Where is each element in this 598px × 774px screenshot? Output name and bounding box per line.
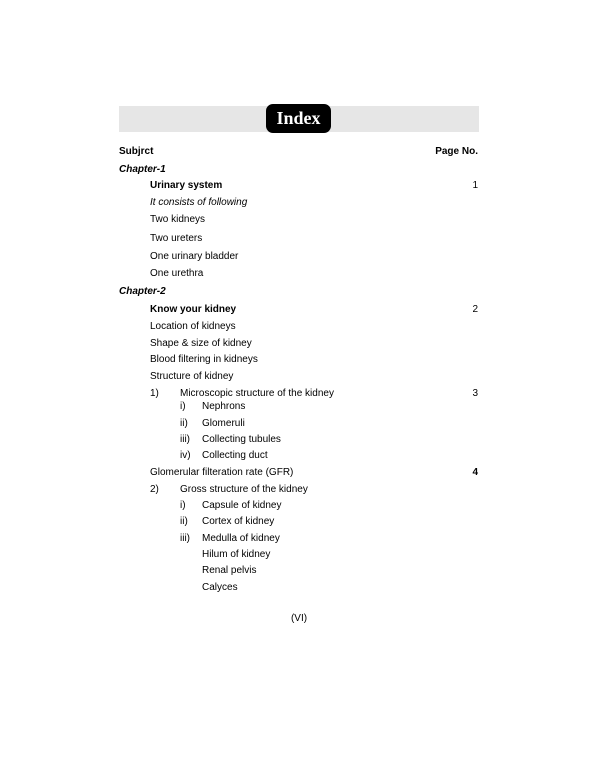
micro-page: 3 [472,388,478,399]
medulla-part: Renal pelvis [202,565,257,576]
list-item: Structure of kidney [150,371,234,382]
sub-label: Glomeruli [202,418,245,429]
sub-number: iii) [180,533,190,544]
page-footer: (VI) [290,613,308,624]
gross-number: 2) [150,484,159,495]
sub-label: Collecting duct [202,450,268,461]
micro-label: Microscopic structure of the kidney [180,388,334,399]
subject-header: Subjrct [119,146,154,157]
sub-label: Capsule of kidney [202,500,282,511]
gfr-page: 4 [472,467,478,478]
sub-label: Cortex of kidney [202,516,275,527]
chapter1-page: 1 [472,180,478,191]
chapter2-page: 2 [472,304,478,315]
sub-number: i) [180,500,186,511]
chapter1-intro: It consists of following [150,197,248,208]
sub-number: iii) [180,434,190,445]
list-item: Location of kidneys [150,321,236,332]
chapter2-heading: Know your kidney [150,304,237,315]
list-item: Two kidneys [150,214,206,225]
sub-number: iv) [180,450,191,461]
sub-label: Medulla of kidney [202,533,280,544]
sub-number: ii) [180,418,188,429]
sub-label: Nephrons [202,401,246,412]
page-title: Index [266,104,331,133]
chapter1-label: Chapter-1 [119,164,166,175]
list-item: Two ureters [150,233,203,244]
chapter2-label: Chapter-2 [119,286,166,297]
medulla-part: Calyces [202,582,238,593]
micro-number: 1) [150,388,159,399]
list-item: Blood filtering in kidneys [150,354,258,365]
sub-number: ii) [180,516,188,527]
gross-label: Gross structure of the kidney [180,484,308,495]
list-item: Shape & size of kidney [150,338,252,349]
gfr-label: Glomerular filteration rate (GFR) [150,467,294,478]
medulla-part: Hilum of kidney [202,549,271,560]
page-no-header: Page No. [435,146,478,157]
list-item: One urethra [150,268,204,279]
chapter1-heading: Urinary system [150,180,223,191]
sub-number: i) [180,401,186,412]
list-item: One urinary bladder [150,251,239,262]
sub-label: Collecting tubules [202,434,281,445]
